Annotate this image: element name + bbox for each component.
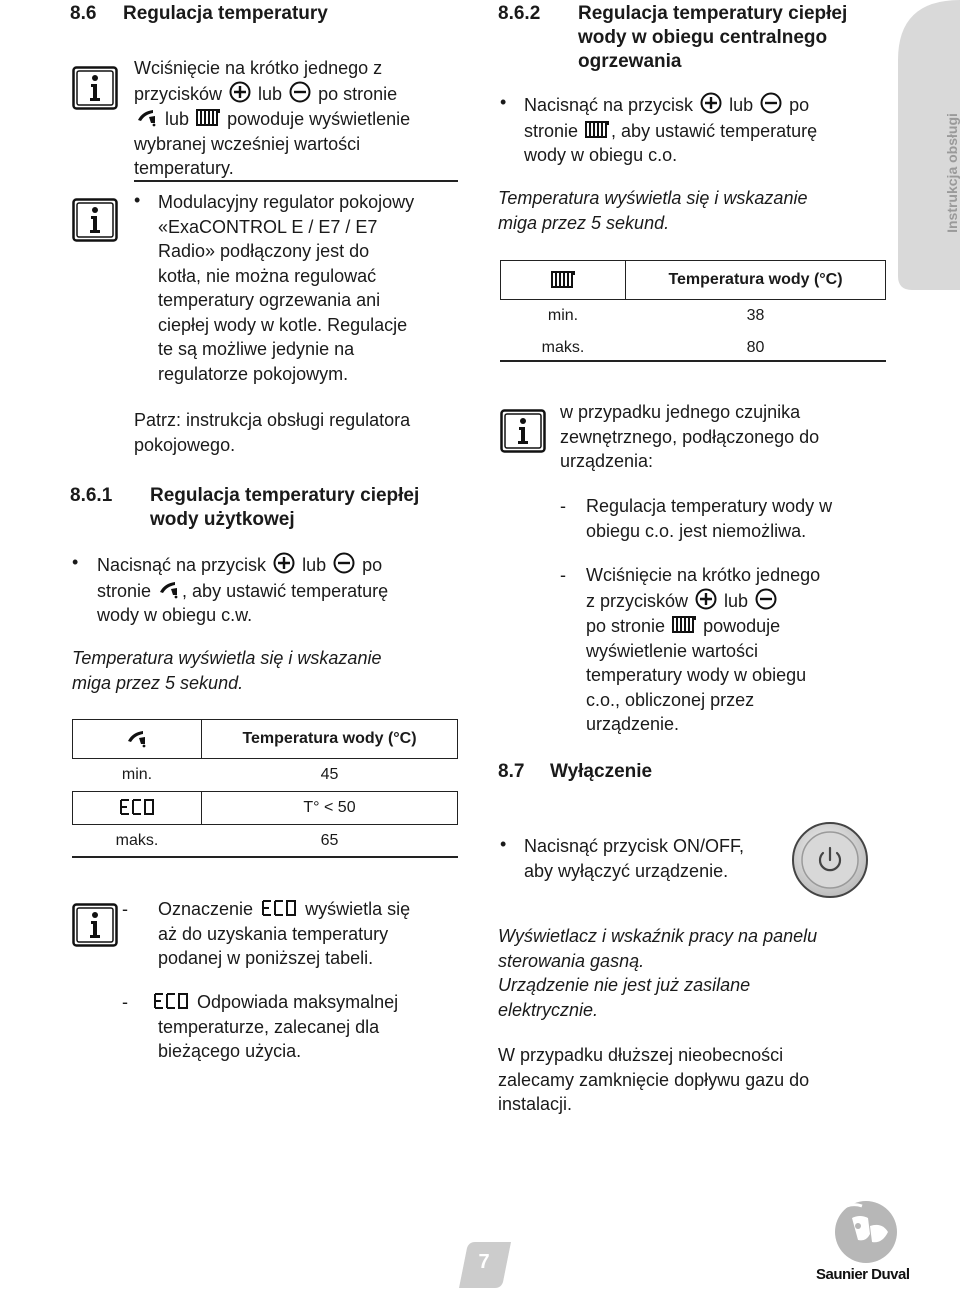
info1-text [134, 56, 464, 181]
radiator-icon [196, 106, 220, 128]
eco-display-icon [260, 898, 298, 918]
info2-line: regulatorze pokojowym. [158, 363, 349, 384]
info2-line: temperatury ogrzewania ani [158, 290, 381, 310]
info4-line: urządzenia: [560, 451, 654, 471]
section-8-7-number: 8.7 [498, 761, 525, 782]
item-line: obiegu c.o. jest niemożliwa. [586, 520, 807, 541]
table-bottom-rule [500, 360, 886, 362]
section-8-7-title: Wyłączenie [550, 761, 653, 782]
title-line: ogrzewania [578, 51, 682, 72]
sec7-note [498, 924, 878, 1022]
text: po [362, 555, 383, 575]
info-icon [72, 903, 118, 947]
text: przycisków [134, 83, 223, 104]
hot-water-tap-icon [126, 727, 148, 749]
para-line: instalacji. [498, 1094, 573, 1114]
table-bottom-rule [72, 856, 458, 858]
title-line: Regulacja temperatury ciepłej [150, 485, 420, 506]
note-line: miga przez 5 sekund. [498, 212, 670, 233]
plus-button-icon [273, 552, 295, 574]
page-number: 7 [478, 1251, 490, 1273]
item-line: c.o., obliczonej przez [586, 689, 755, 710]
text: , aby ustawić temperaturę [182, 580, 389, 601]
note-line: Wyświetlacz i wskaźnik pracy na panelu [498, 926, 818, 946]
text: powoduje [703, 616, 781, 636]
brand-logo-icon [830, 1196, 902, 1266]
item-line [158, 897, 468, 922]
sub2-note [498, 186, 878, 235]
see-also-note [134, 408, 464, 457]
section-8-6-title: Regulacja temperatury [123, 3, 328, 24]
item-line: podanej w poniższej tabeli. [158, 948, 374, 968]
info1-line: temperatury. [134, 158, 234, 178]
info2-line: Modulacyjny regulator pokojowy [158, 192, 415, 212]
minus-button-icon [289, 81, 311, 103]
table-cell-label: maks. [541, 339, 585, 356]
item-line: urządzenie. [586, 714, 680, 734]
info1-line [134, 81, 464, 107]
table-header-icon [501, 261, 626, 300]
radiator-icon [585, 118, 609, 140]
info4-text [560, 400, 880, 474]
text: stronie [524, 120, 579, 141]
section-8-6-1-number: 8.6.1 [70, 485, 113, 506]
table-row [73, 759, 458, 792]
item-line: temperatury wody w obiegu [586, 665, 807, 685]
info3-item1 [158, 897, 468, 971]
dash: - [122, 899, 128, 919]
text: po [789, 95, 810, 115]
bullet: • [500, 834, 507, 854]
heating-temperature-table [500, 260, 886, 364]
sub2-instruction [524, 92, 884, 168]
info2-line: «ExaCONTROL E / E7 / E7 [158, 216, 378, 237]
text: po stronie [586, 616, 666, 636]
instruction-line [97, 552, 467, 578]
info2-text [158, 190, 458, 386]
info2-line: kotła, nie można regulować [158, 265, 377, 286]
para-line: zalecamy zamknięcie dopływu gazu do [498, 1069, 810, 1090]
item-line: Wciśnięcie na krótko jednego [586, 565, 821, 585]
table-row [501, 261, 886, 300]
table-cell-label: min. [547, 307, 579, 324]
info4-line: zewnętrznego, podłączonego do [560, 426, 820, 447]
instruction-line [524, 118, 884, 144]
text: Oznaczenie [158, 899, 254, 919]
instruction-line: aby wyłączyć urządzenie. [524, 860, 729, 881]
note-line: Urządzenie nie jest już zasilane [498, 975, 751, 995]
text: lub [729, 95, 754, 115]
hot-water-tap-icon [158, 578, 180, 600]
title-line: Regulacja temperatury ciepłej [578, 3, 848, 24]
info1-line [134, 106, 464, 132]
plus-button-icon [695, 588, 717, 610]
text: stronie [97, 580, 152, 601]
table-row [73, 825, 458, 858]
table-cell-value: 65 [320, 832, 339, 849]
text: po stronie [318, 83, 398, 104]
plus-button-icon [229, 81, 251, 103]
dash: - [122, 992, 128, 1012]
table-cell-value: 80 [746, 339, 765, 356]
info4-item1 [586, 494, 886, 543]
info-icon [500, 409, 546, 453]
table-cell-value: T° < 50 [202, 792, 458, 825]
item-line [586, 588, 886, 614]
info2-line: te są możliwe jedynie na [158, 339, 355, 359]
bullet: • [134, 190, 141, 210]
note-line: pokojowego. [134, 434, 236, 455]
on-off-button-icon [790, 820, 870, 900]
table-cell-value: 45 [320, 766, 339, 783]
instruction-line: wody w obiegu c.o. [524, 145, 678, 165]
eco-display-icon [118, 797, 156, 817]
info4-item2 [586, 563, 886, 737]
info2-line: Radio» podłączony jest do [158, 241, 370, 261]
section-8-6-2-number: 8.6.2 [498, 3, 541, 24]
item-line [150, 990, 470, 1015]
side-tab-label: Instrukcja obsługi [944, 113, 960, 233]
text: lub [724, 590, 749, 611]
text: lub [165, 109, 190, 129]
table-cell-label: maks. [115, 832, 159, 849]
text: wyświetla się [305, 899, 411, 919]
info2-line: ciepłej wody w kotle. Regulacje [158, 314, 408, 335]
table-header-icon [73, 720, 202, 759]
note-line: Temperatura wyświetla się i wskazanie [72, 648, 382, 668]
sub1-instruction [97, 552, 467, 628]
divider [134, 180, 458, 182]
info4-line: w przypadku jednego czujnika [560, 402, 801, 422]
note-line: miga przez 5 sekund. [72, 672, 244, 693]
dash: - [560, 565, 566, 585]
para-line: W przypadku dłuższej nieobecności [498, 1045, 784, 1065]
title-line: wody użytkowej [150, 509, 295, 530]
instruction-line: Nacisnąć przycisk ON/OFF, [524, 836, 745, 856]
text: Nacisnąć na przycisk [97, 555, 267, 575]
text: lub [258, 83, 283, 104]
note-line: sterowania gasną. [498, 950, 645, 971]
note-line: Patrz: instrukcja obsługi regulatora [134, 410, 411, 430]
info-icon [72, 198, 118, 242]
bullet: • [500, 92, 507, 112]
table-header: Temperatura wody (°C) [202, 720, 458, 759]
text: powoduje wyświetlenie [227, 109, 411, 129]
item-line [586, 613, 886, 639]
text: lub [302, 555, 327, 575]
dash: - [560, 496, 566, 516]
bullet: • [72, 552, 79, 572]
minus-button-icon [760, 92, 782, 114]
text: , aby ustawić temperaturę [611, 120, 818, 141]
plus-button-icon [700, 92, 722, 114]
item-line: wyświetlenie wartości [586, 640, 759, 661]
text: z przycisków [586, 590, 689, 611]
dhw-temperature-table [72, 719, 458, 857]
note-line: Temperatura wyświetla się i wskazanie [498, 188, 808, 208]
table-cell-eco [73, 792, 202, 825]
section-8-6-2-title [578, 2, 878, 74]
minus-button-icon [333, 552, 355, 574]
sec7-instruction [524, 834, 794, 883]
table-row [73, 792, 458, 825]
radiator-icon [672, 613, 696, 635]
item-line: aż do uzyskania temperatury [158, 923, 389, 944]
text: Nacisnąć na przycisk [524, 95, 694, 115]
info1-line: Wciśnięcie na krótko jednego z [134, 58, 383, 78]
item-line: Regulacja temperatury wody w [586, 496, 833, 516]
text: Odpowiada maksymalnej [197, 992, 399, 1012]
sub1-note [72, 646, 472, 695]
eco-display-icon [152, 991, 190, 1011]
title-line: wody w obiegu centralnego [578, 27, 828, 48]
note-line: elektrycznie. [498, 999, 599, 1020]
info-icon [72, 66, 118, 110]
section-8-6-1-title [150, 484, 419, 532]
item-line: bieżącego użycia. [158, 1041, 302, 1061]
brand-name: Saunier Duval [816, 1266, 910, 1283]
section-8-6-number: 8.6 [70, 3, 97, 24]
table-row [73, 720, 458, 759]
table-header: Temperatura wody (°C) [626, 261, 886, 300]
instruction-line: wody w obiegu c.w. [97, 605, 253, 625]
info3-item2 [150, 990, 470, 1064]
table-cell-label: min. [121, 766, 153, 783]
instruction-line [97, 578, 467, 604]
item-line: temperaturze, zalecanej dla [158, 1016, 380, 1037]
table-row [501, 300, 886, 333]
radiator-icon [551, 268, 575, 290]
hot-water-tap-icon [136, 106, 158, 128]
instruction-line [524, 92, 884, 118]
sec7-paragraph [498, 1043, 878, 1117]
minus-button-icon [755, 588, 777, 610]
table-cell-value: 38 [746, 307, 765, 324]
info1-line: wybranej wcześniej wartości [134, 133, 361, 154]
